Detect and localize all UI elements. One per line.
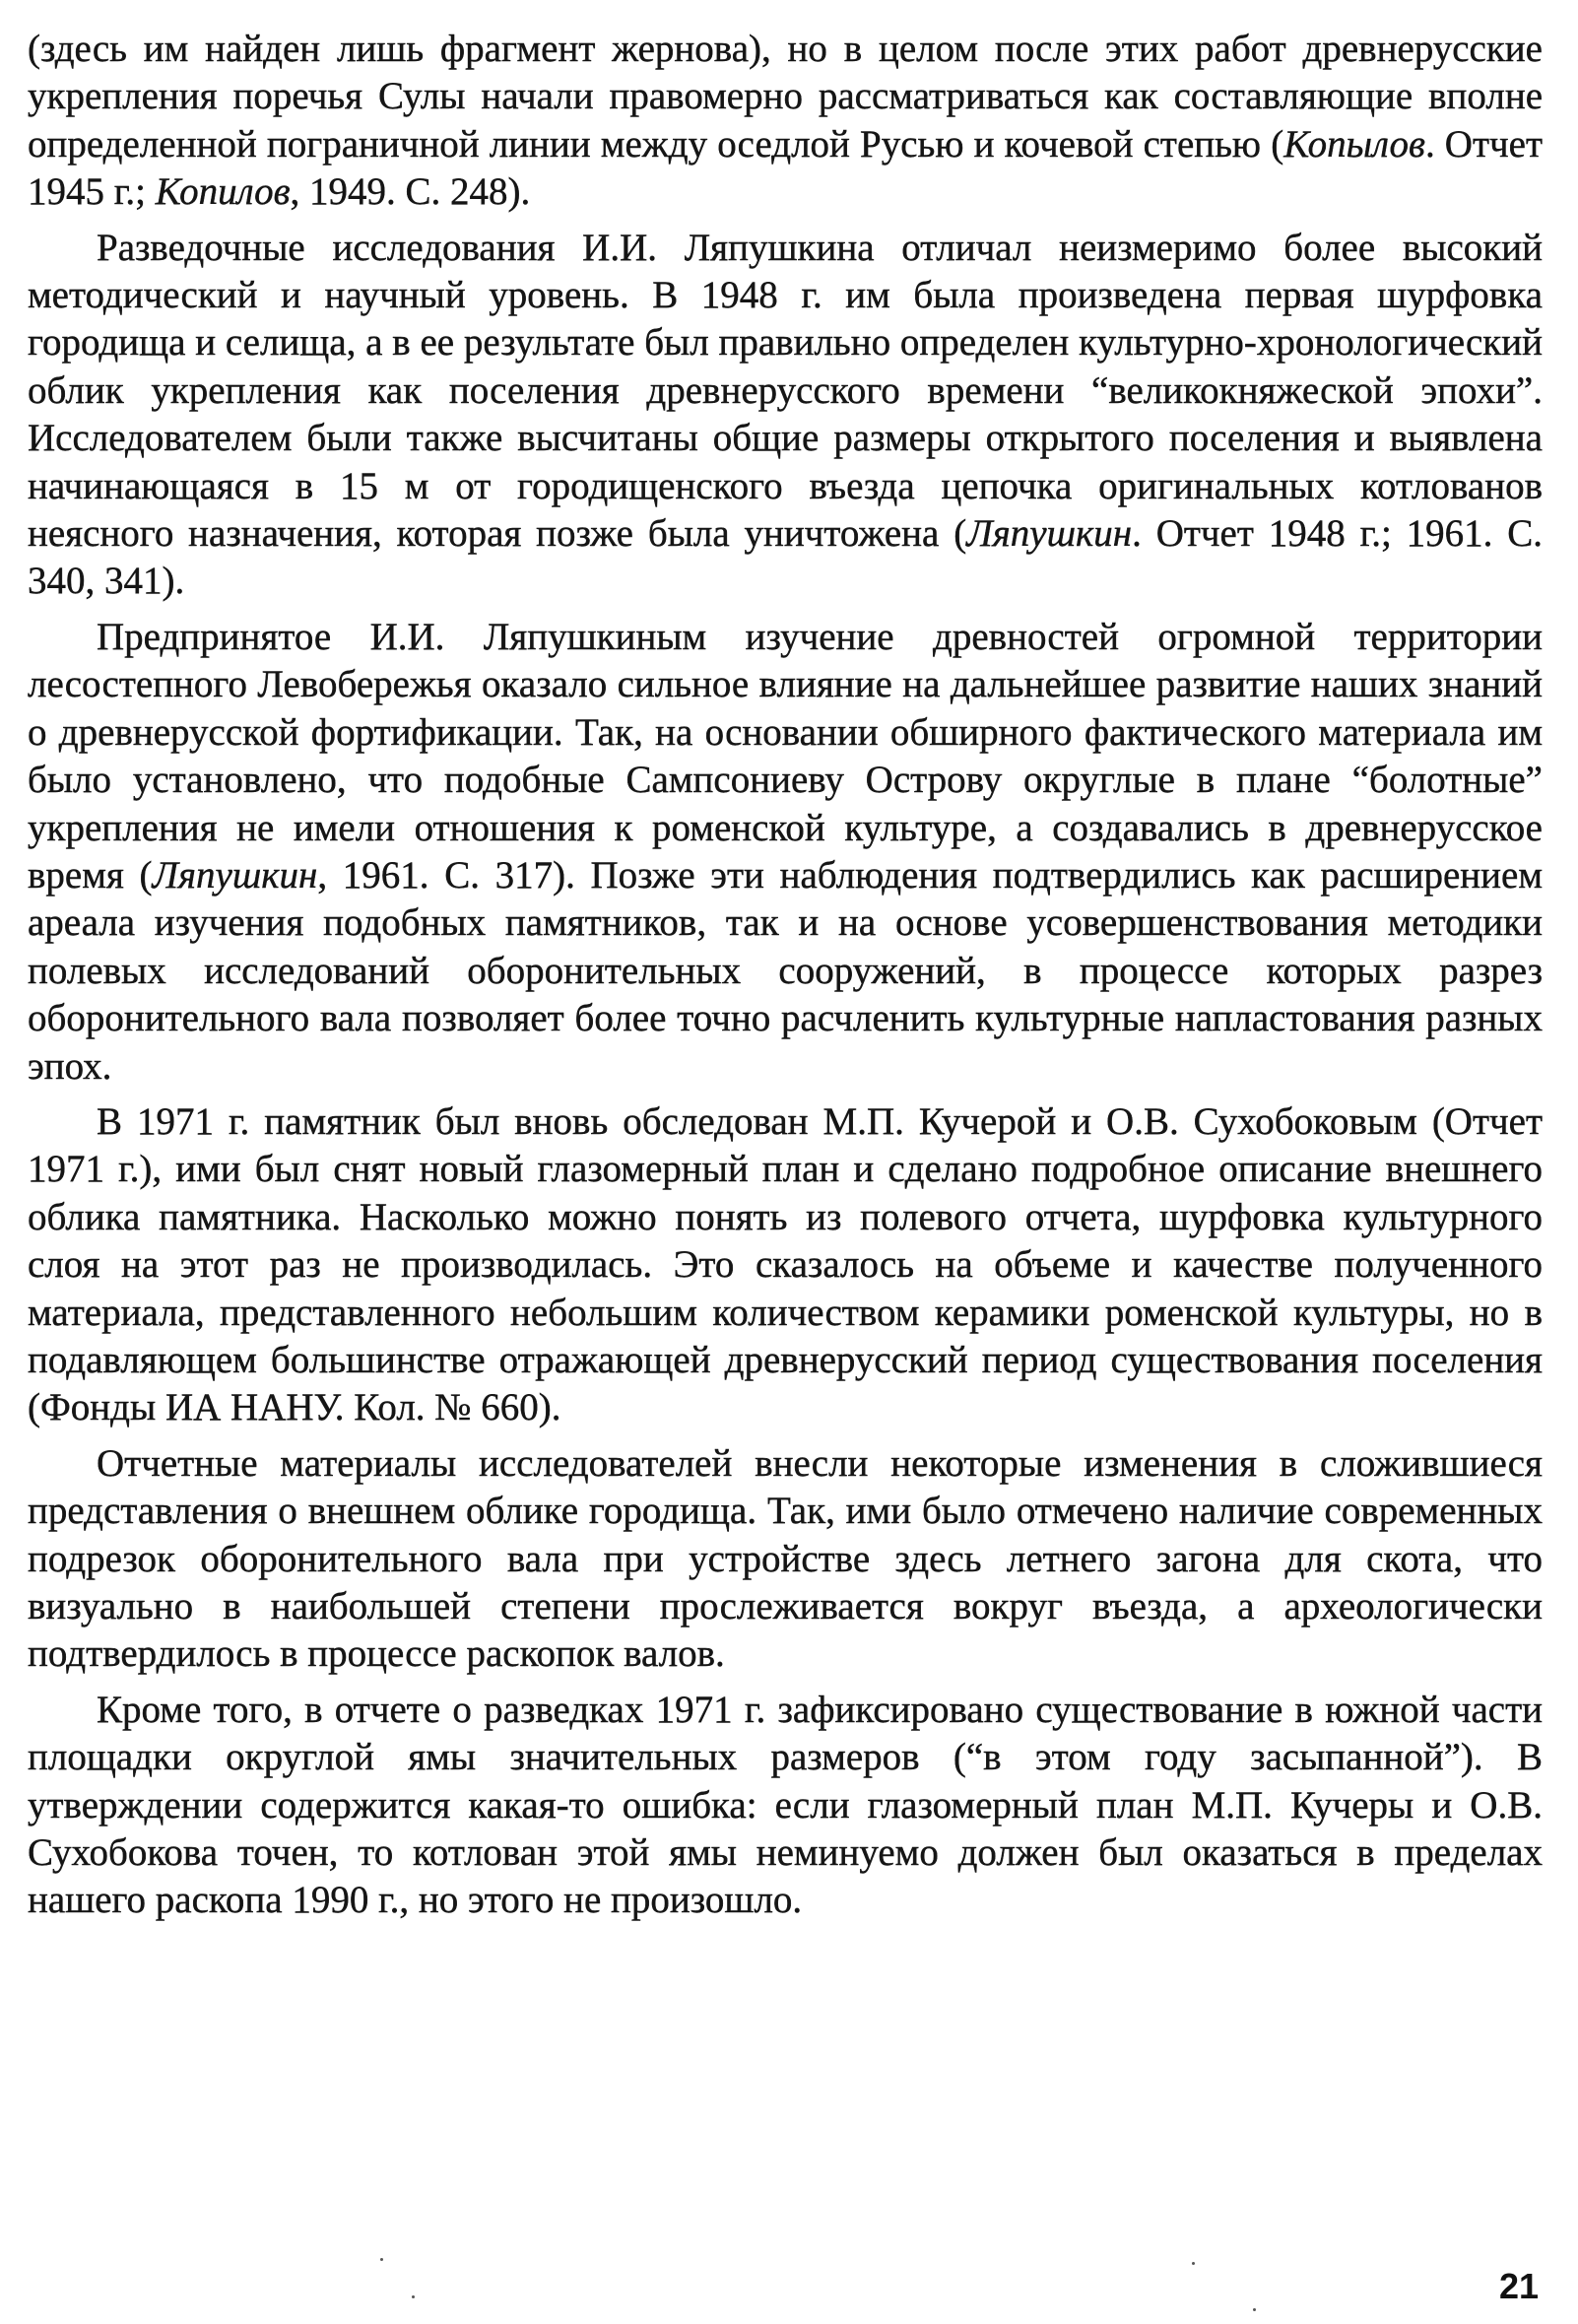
scan-speck: [380, 2258, 383, 2261]
page-number: 21: [1498, 2266, 1539, 2306]
paragraph-6: Кроме того, в отчете о разведках 1971 г. зафиксировано существование в южной части площадки округлой ямы значительных размеров (“в этом году засыпанной”). В утверждении содержится какая-то ошибка: если глазомерный план М.П. Кучеры и О.В. Сухобокова точен, то котлован этой ямы неминуемо должен был оказаться в пределах нашего раскопа 1990 г., но этого не произошло.: [28, 1688, 1543, 1922]
paragraph-4: В 1971 г. памятник был вновь обследован М.П. Кучерой и О.В. Сухобоковым (Отчет 1971 г.), ими был снят новый глазомерный план и сделано подробное описание внешнего облика памятника. Насколько можно понять из полевого отчета, шурфовка культурного слоя на этот раз не производилась. Это сказалось на объеме и качестве полученного материала, представленного небольшим количеством керамики роменской культуры, но в подавляющем большинстве отражающей древнерусский период существования поселения (Фонды ИА НАНУ. Кол. № 660).: [28, 1099, 1543, 1429]
paragraph-5: Отчетные материалы исследователей внесли некоторые изменения в сложившиеся представления о внешнем облике городища. Так, ими было отмечено наличие современных подрезок оборонительного вала при устройстве здесь летнего загона для скота, что визуально в наибольшей степени прослеживается вокруг въезда, а археологически подтвердилось в процессе раскопок валов.: [28, 1441, 1543, 1676]
body-text: [28, 26, 1543, 1933]
paragraph-3: Предпринятое И.И. Ляпушкиным изучение древностей огромной территории лесостепного Левобережья оказало сильное влияние на дальнейшее развитие наших знаний о древнерусской фортификации. Так, на основании обширного фактического материала им было установлено, что подобные Сампсониеву Острову округлые в плане “болотные” укрепления не имели отношения к роменской культуре, а создавались в древнерусское время (Ляпушкин, 1961. С. 317). Позже эти наблюдения подтвердились как расширением ареала изучения подобных памятников, так и на основе усовершенствования методики полевых исследований оборонительных сооружений, в процессе которых разрез оборонительного вала позволяет более точно расчленить культурные напластования разных эпох.: [28, 615, 1543, 1088]
scan-speck: [412, 2295, 415, 2298]
scan-speck: [1192, 2262, 1195, 2265]
paragraph-1: (здесь им найден лишь фрагмент жернова), но в целом после этих работ древнерусские укрепления поречья Сулы начали правомерно рассматриваться как составляющие вполне определенной пограничной линии между оседлой Русью и кочевой степью (Копылов. Отчет 1945 г.; Копилов, 1949. С. 248).: [28, 28, 1543, 214]
paragraph-2: Разведочные исследования И.И. Ляпушкина отличал неизмеримо более высокий методический и научный уровень. В 1948 г. им была произведена первая шурфовка городища и селища, а в ее результате был правильно определен культурно-хронологический облик укрепления как поселения древнерусского времени “великокняжеской эпохи”. Исследователем были также высчитаны общие размеры открытого поселения и выявлена начинающаяся в 15 м от городищенского въезда цепочка оригинальных котлованов неясного назначения, которая позже была уничтожена (Ляпушкин. Отчет 1948 г.; 1961. С. 340, 341).: [28, 226, 1544, 603]
scan-speck: [1253, 2308, 1256, 2311]
